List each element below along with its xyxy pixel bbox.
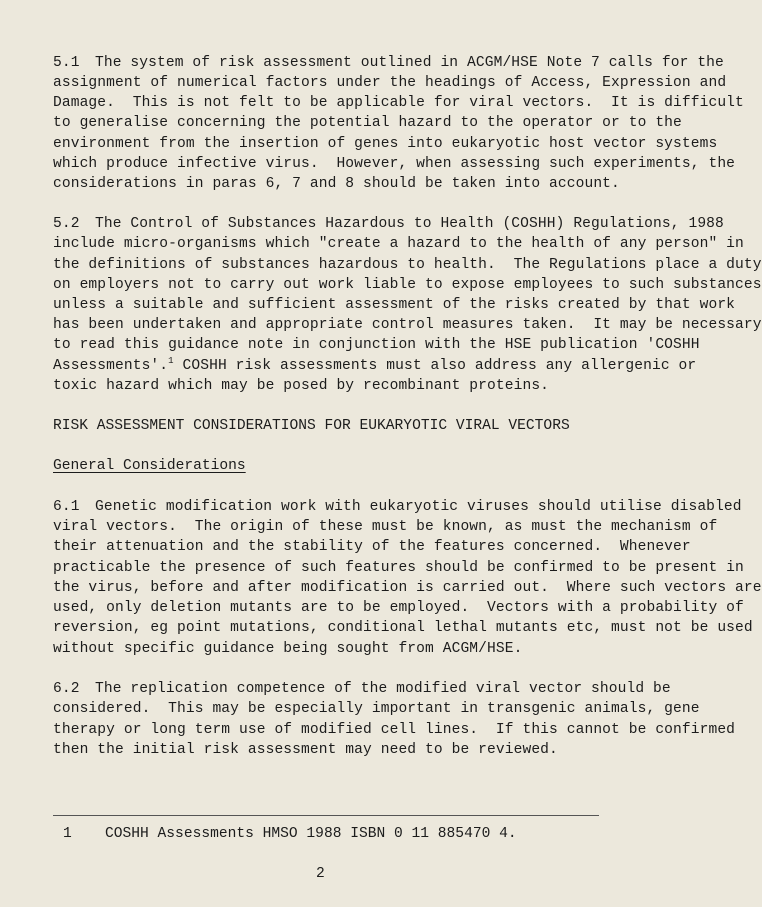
- paragraph-line: [53, 53, 724, 73]
- footnote-text: COSHH Assessments HMSO 1988 ISBN 0 11 885470 4.: [105, 826, 517, 842]
- paragraph-line: toxic hazard which may be posed by recombinant proteins.: [53, 378, 550, 394]
- paragraph-number: 5.2: [53, 216, 80, 232]
- paragraph-line: [53, 356, 697, 376]
- paragraph-line: has been undertaken and appropriate control measures taken. It may be necessary: [53, 317, 762, 333]
- footnote-number: 1: [63, 826, 72, 842]
- paragraph-number: 6.1: [53, 499, 80, 515]
- paragraph-line: assignment of numerical factors under the headings of Access, Expression and: [53, 75, 727, 91]
- line-text: The Control of Substances Hazardous to Health (COSHH) Regulations, 1988: [95, 216, 724, 232]
- paragraph-line: the virus, before and after modification is carried out. Where such vectors are: [53, 580, 762, 596]
- paragraph-line: [53, 214, 724, 234]
- paragraph-number: 5.1: [53, 55, 80, 71]
- footnote-divider: [53, 815, 599, 816]
- paragraph-line: to generalise concerning the potential hazard to the operator or to the: [53, 115, 682, 131]
- line-text: The system of risk assessment outlined in ACGM/HSE Note 7 calls for the: [95, 55, 724, 71]
- paragraph-line: viral vectors. The origin of these must be known, as must the mechanism of: [53, 519, 718, 535]
- paragraph-line: used, only deletion mutants are to be employed. Vectors with a probability of: [53, 600, 744, 616]
- paragraph-line: on employers not to carry out work liable to expose employees to such substances: [53, 277, 762, 293]
- footnote: [63, 824, 517, 844]
- line-text: The replication competence of the modified viral vector should be: [95, 681, 671, 697]
- page-number: 2: [316, 866, 325, 882]
- paragraph-line: therapy or long term use of modified cell lines. If this cannot be confirmed: [53, 722, 736, 738]
- paragraph-line: without specific guidance being sought from ACGM/HSE.: [53, 641, 523, 657]
- paragraph-line: their attenuation and the stability of the features concerned. Whenever: [53, 539, 691, 555]
- subheading: General Considerations: [53, 458, 246, 474]
- paragraph-line: unless a suitable and sufficient assessment of the risks created by that work: [53, 297, 736, 313]
- paragraph-line: considered. This may be especially important in transgenic animals, gene: [53, 701, 700, 717]
- paragraph-line: then the initial risk assessment may need to be reviewed.: [53, 742, 558, 758]
- paragraph-line: practicable the presence of such features should be confirmed to be present in: [53, 560, 744, 576]
- paragraph-line: considerations in paras 6, 7 and 8 should be taken into account.: [53, 176, 620, 192]
- paragraph-line: the definitions of substances hazardous to health. The Regulations place a duty: [53, 257, 762, 273]
- line-text: Genetic modification work with eukaryotic viruses should utilise disabled: [95, 499, 742, 515]
- paragraph-line: Damage. This is not felt to be applicable for viral vectors. It is difficult: [53, 95, 744, 111]
- line-text: Assessments'.: [53, 358, 169, 374]
- paragraph-number: 6.2: [53, 681, 80, 697]
- paragraph-line: which produce infective virus. However, when assessing such experiments, the: [53, 156, 736, 172]
- paragraph-line: reversion, eg point mutations, conditional lethal mutants etc, must not be used: [53, 620, 753, 636]
- section-heading: RISK ASSESSMENT CONSIDERATIONS FOR EUKARYOTIC VIRAL VECTORS: [53, 418, 570, 434]
- paragraph-line: [53, 679, 671, 699]
- line-text: COSHH risk assessments must also address any allergenic or: [173, 358, 697, 374]
- paragraph-line: [53, 497, 742, 517]
- paragraph-line: environment from the insertion of genes into eukaryotic host vector systems: [53, 136, 718, 152]
- footnote-reference: 1: [168, 356, 174, 366]
- paragraph-line: to read this guidance note in conjunction with the HSE publication 'COSHH: [53, 337, 700, 353]
- paragraph-line: include micro-organisms which "create a hazard to the health of any person" in: [53, 236, 744, 252]
